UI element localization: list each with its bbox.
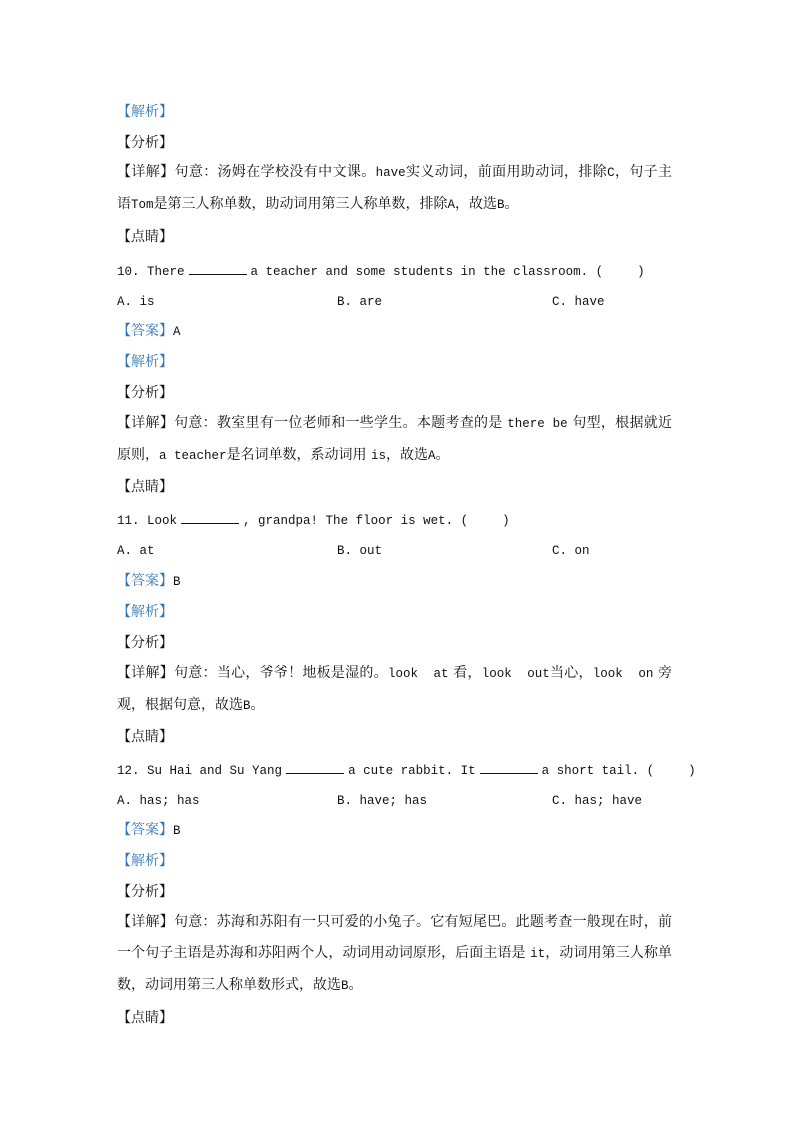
question-12-dianjing [117, 1009, 677, 1027]
daan-label: 【答案】 [117, 822, 173, 838]
question-12-answer [117, 821, 677, 840]
question-10-fenxi [117, 384, 677, 402]
question-10-jiexi [117, 353, 677, 371]
answer-blank-1 [286, 761, 344, 774]
option-b: B. out [337, 544, 383, 558]
jiexi-label: 【解析】 [117, 853, 173, 869]
q9-detail-text: 句意：汤姆在学校没有中文课。 [174, 164, 376, 180]
q9-analysis-label [117, 103, 677, 121]
question-12-stem: 12. Su Hai and Su Yang a cute rabbit. It a short tail. ( ) [117, 761, 677, 780]
option-c: C. have [552, 295, 605, 309]
option-a: A. is [117, 295, 155, 309]
jiexi-label: 【解析】 [117, 104, 173, 120]
question-11-jiexi [117, 603, 677, 621]
q9-detail: 【详解】句意：汤姆在学校没有中文课。have实义动词，前面用助动词，排除C，句子主语Tom是第三人称单数，助动词用第三人称单数，排除A，故选B。 [117, 164, 673, 212]
answer-blank [189, 262, 247, 275]
answer-blank [181, 511, 239, 524]
option-a: A. at [117, 544, 155, 558]
option-b: B. are [337, 295, 383, 309]
option-c: C. has; have [552, 794, 643, 808]
question-11-answer [117, 572, 677, 591]
answer-blank-2 [480, 761, 538, 774]
q9-dianjing-label [117, 228, 677, 246]
option-b: B. have; has [337, 794, 428, 808]
answer-value: B [173, 824, 181, 838]
option-a: A. has; has [117, 794, 200, 808]
question-10-stem: 10. There a teacher and some students in the classroom. ( ) [117, 262, 677, 281]
question-10-answer [117, 322, 677, 341]
question-10-detail: 【详解】句意：教室里有一位老师和一些学生。本题考查的是 there be 句型，根据就近原则，a teacher是名词单数，系动词用 is，故选A。 [117, 415, 673, 463]
option-c: C. on [552, 544, 590, 558]
fenxi-label: 【分析】 [117, 135, 173, 151]
jiexi-label: 【解析】 [117, 354, 173, 370]
question-12-jiexi [117, 852, 677, 870]
question-11-fenxi [117, 634, 677, 652]
question-12-detail: 【详解】句意：苏海和苏阳有一只可爱的小兔子。它有短尾巴。此题考查一般现在时，前一个句子主语是苏海和苏阳两个人，动词用动词原形，后面主语是 it，动词用第三人称单数，动词用第三人称单数形式，故选B。 [117, 914, 673, 993]
fenxi-label: 【分析】 [117, 635, 173, 651]
answer-value: A [173, 325, 181, 339]
xiangjie-label: 【详解】 [117, 164, 175, 180]
question-11-stem: 11. Look , grandpa! The floor is wet. ( ) [117, 511, 677, 530]
answer-value: B [173, 575, 181, 589]
daan-label: 【答案】 [117, 573, 173, 589]
daan-label: 【答案】 [117, 323, 173, 339]
fenxi-label: 【分析】 [117, 884, 173, 900]
xiangjie-label: 【详解】 [117, 665, 175, 681]
question-11-dianjing [117, 728, 677, 746]
dianjing-label: 【点睛】 [117, 229, 173, 245]
fenxi-label: 【分析】 [117, 385, 173, 401]
q9-fenxi-label [117, 134, 677, 152]
dianjing-label: 【点睛】 [117, 1010, 173, 1026]
question-12-fenxi [117, 883, 677, 901]
jiexi-label: 【解析】 [117, 604, 173, 620]
xiangjie-label: 【详解】 [117, 914, 174, 930]
dianjing-label: 【点睛】 [117, 729, 173, 745]
xiangjie-label: 【详解】 [117, 415, 175, 431]
question-11-detail: 【详解】句意：当心，爷爷！地板是湿的。look at 看，look out当心，look on 旁观，根据句意，故选B。 [117, 665, 673, 713]
dianjing-label: 【点睛】 [117, 479, 173, 495]
question-10-dianjing [117, 478, 677, 496]
